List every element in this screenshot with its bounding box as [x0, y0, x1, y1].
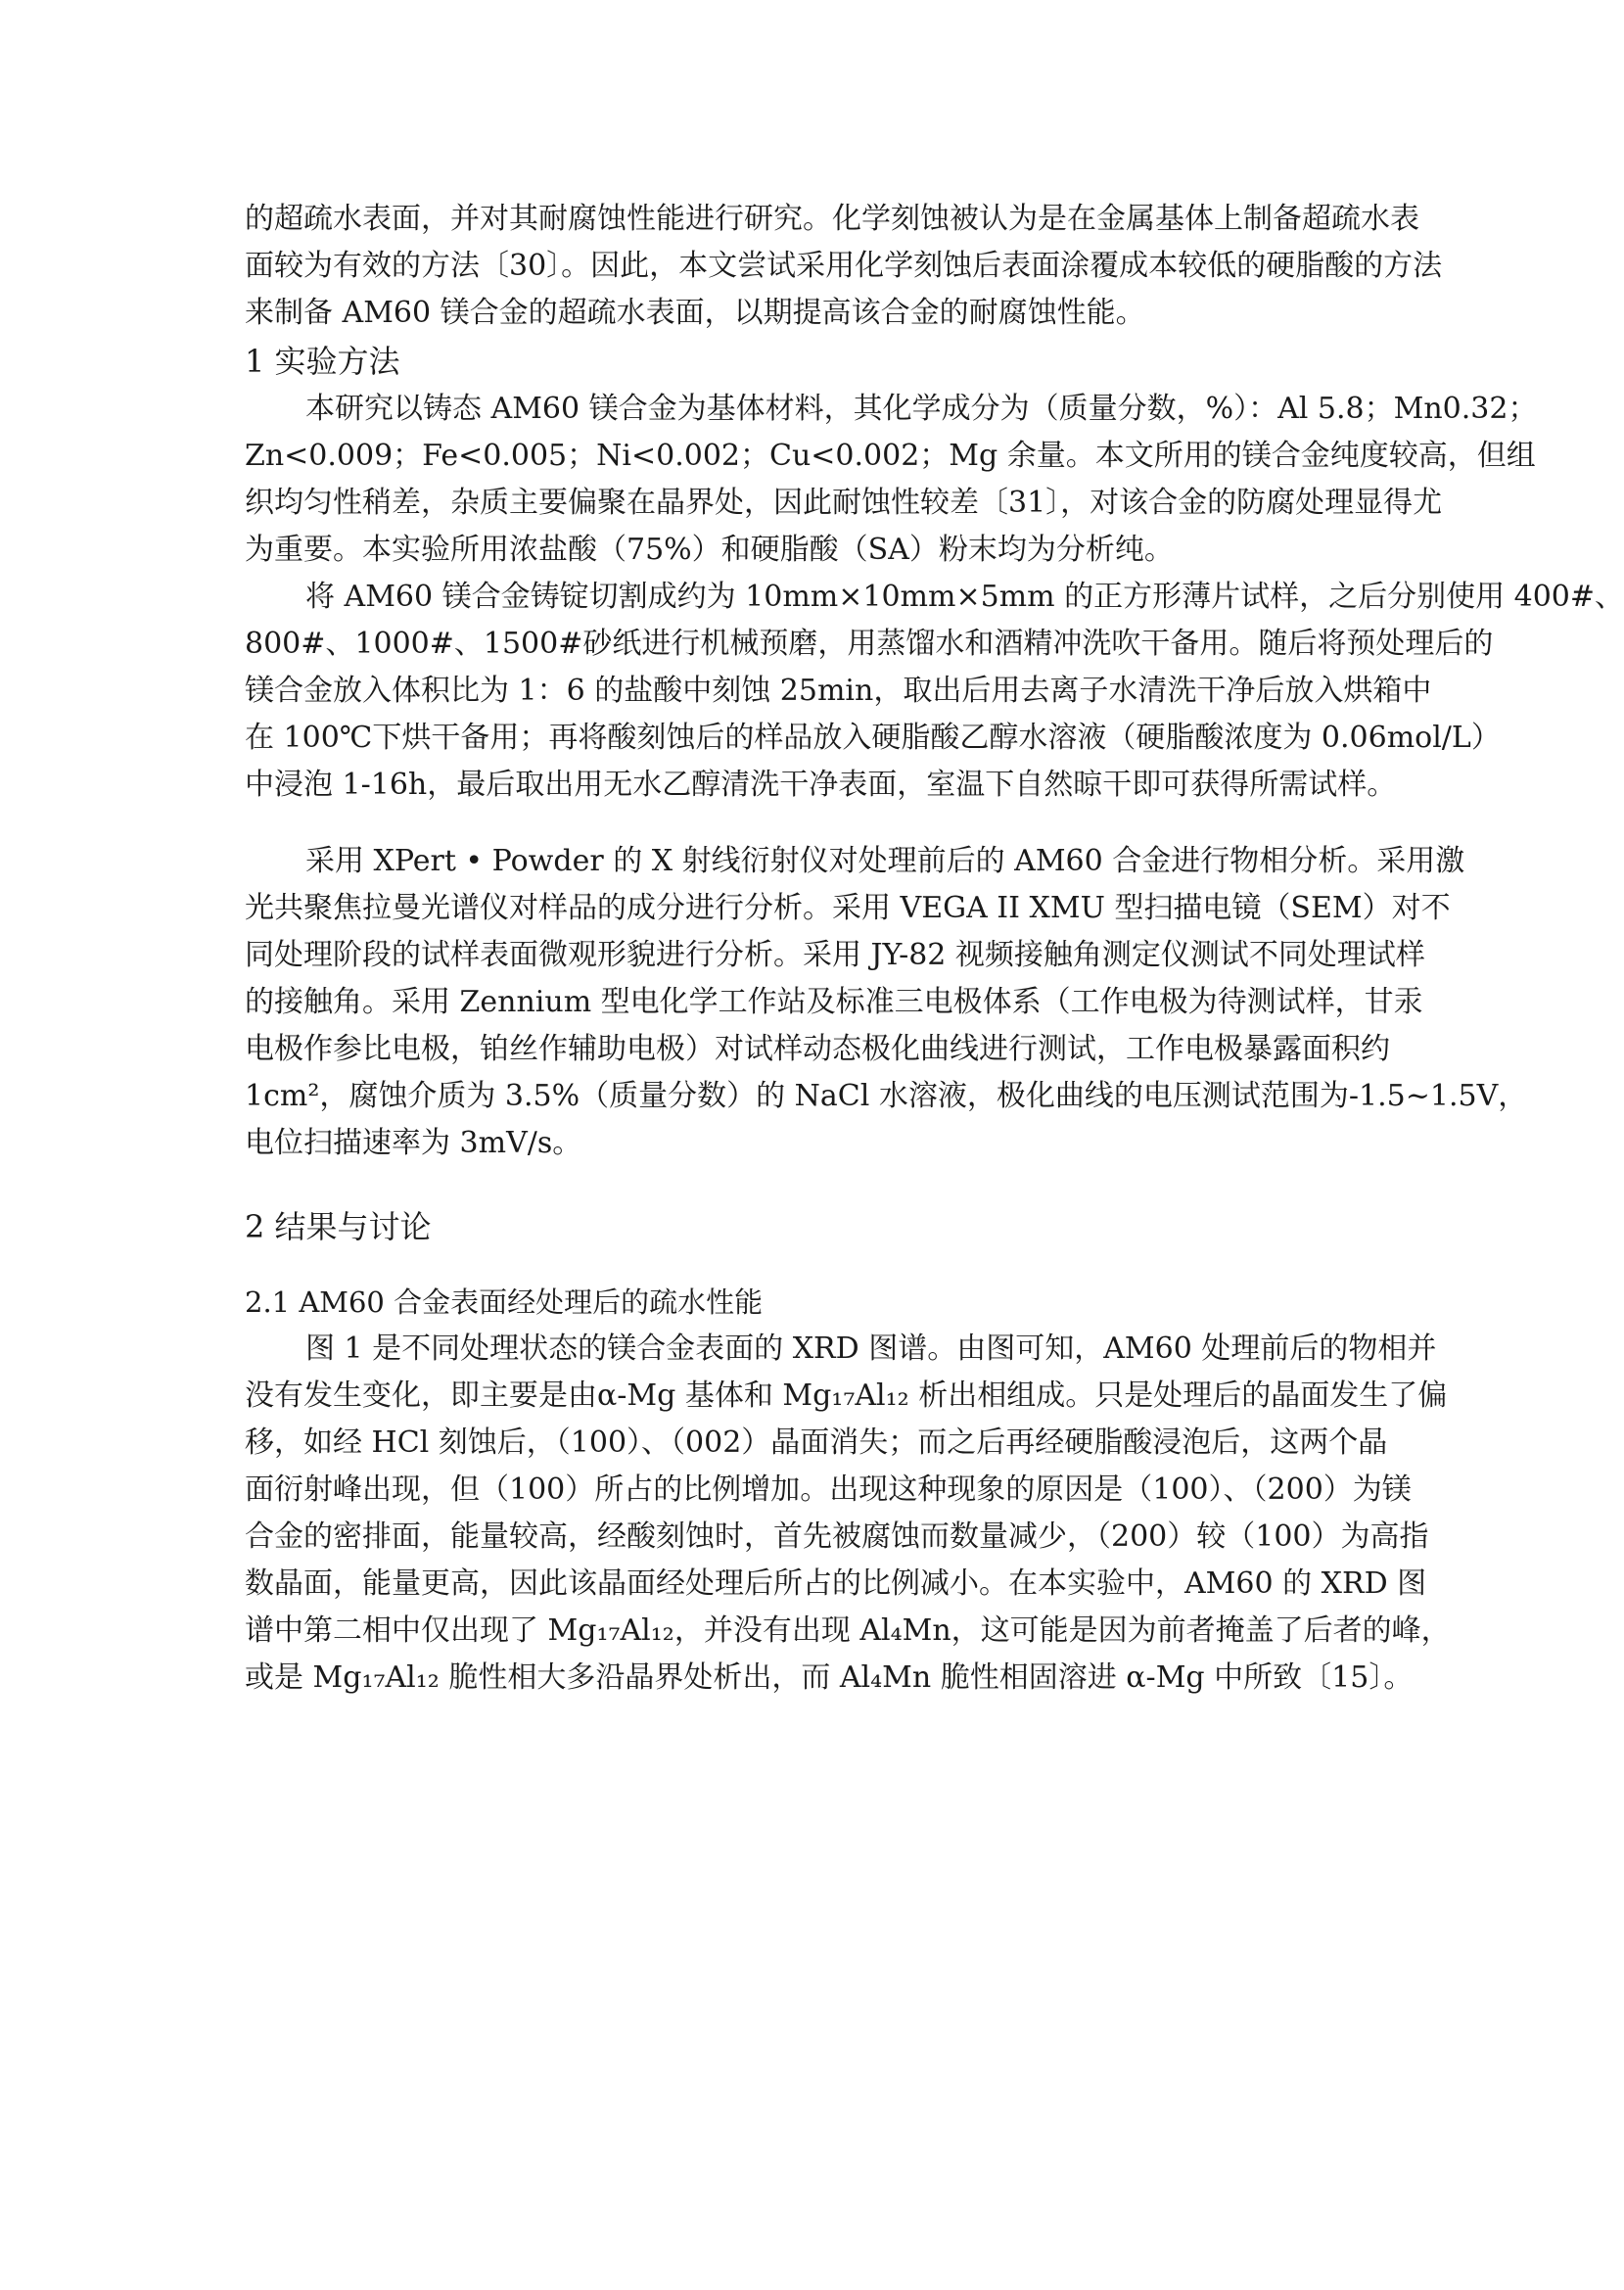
- paragraph-line: 数晶面，能量更高，因此该晶面经处理后所占的比例减小。在本实验中，AM60 的 XRD 图: [245, 1566, 1427, 1601]
- subsection-heading: 2.1 AM60 合金表面经处理后的疏水性能: [245, 1285, 764, 1319]
- section-gap: [245, 1251, 1384, 1279]
- paragraph-line: 来制备 AM60 镁合金的超疏水表面，以期提高该合金的耐腐蚀性能。: [245, 296, 1145, 330]
- paragraph-line: 电极作参比电极，铂丝作辅助电极）对试样动态极化曲线进行测试，工作电极暴露面积约: [245, 1032, 1390, 1066]
- paragraph-line: 或是 Mg₁₇Al₁₂ 脆性相大多沿晶界处析出，而 Al₄Mn 脆性相固溶进 α-Mg 中所致〔15〕。: [245, 1660, 1414, 1695]
- characterization-paragraph: [245, 838, 1528, 1167]
- paragraph-line: 为重要。本实验所用浓盐酸（75%）和硬脂酸（SA）粉末均为分析纯。: [245, 533, 1174, 567]
- xrd-paragraph: [245, 1326, 1451, 1702]
- paragraph-line: 的超疏水表面，并对其耐腐蚀性能进行研究。化学刻蚀被认为是在金属基体上制备超疏水表: [245, 202, 1419, 236]
- paragraph-line: 光共聚焦拉曼光谱仪对样品的成分进行分析。采用 VEGA II XMU 型扫描电镜（SEM）对不: [245, 891, 1451, 925]
- paragraph-line: 图 1 是不同处理状态的镁合金表面的 XRD 图谱。由图可知，AM60 处理前后的物相并: [305, 1332, 1437, 1366]
- paragraph-line: 合金的密排面，能量较高，经酸刻蚀时，首先被腐蚀而数量减少，（200）较（100）为高指: [245, 1519, 1429, 1554]
- intro-paragraph: [245, 196, 1443, 337]
- paragraph-line: Zn<0.009；Fe<0.005；Ni<0.002；Cu<0.002；Mg 余量。本文所用的镁合金纯度较高，但组: [245, 439, 1536, 473]
- paragraph-gap: [245, 809, 1384, 838]
- paragraph-line: 面较为有效的方法〔30〕。因此，本文尝试采用化学刻蚀后表面涂覆成本较低的硬脂酸的方法: [245, 249, 1443, 283]
- paragraph-line: 800#、1000#、1500#砂纸进行机械预磨，用蒸馏水和酒精冲洗吹干备用。随后将预处理后的: [245, 627, 1494, 661]
- material-paragraph: [245, 386, 1538, 574]
- paragraph-line: 将 AM60 镁合金铸锭切割成约为 10mm×10mm×5mm 的正方形薄片试样，之后分别使用 400#、: [305, 580, 1624, 614]
- paragraph-line: 中浸泡 1-16h，最后取出用无水乙醇清洗干净表面，室温下自然晾干即可获得所需试样。: [245, 768, 1397, 802]
- page-content: [245, 196, 1624, 1702]
- section-heading: 1 实验方法: [245, 343, 400, 380]
- paragraph-line: 镁合金放入体积比为 1：6 的盐酸中刻蚀 25min，取出后用去离子水清洗干净后放入烘箱中: [245, 674, 1432, 708]
- paragraph-line: 电位扫描速率为 3mV/s。: [245, 1126, 582, 1160]
- paragraph-line: 1cm²，腐蚀介质为 3.5%（质量分数）的 NaCl 水溶液，极化曲线的电压测试范围为-1.5~1.5V，: [245, 1079, 1528, 1113]
- paragraph-line: 同处理阶段的试样表面微观形貌进行分析。采用 JY-82 视频接触角测定仪测试不同处理试样: [245, 938, 1425, 972]
- paragraph-line: 移，如经 HCl 刻蚀后，（100）、（002）晶面消失；而之后再经硬脂酸浸泡后，这两个晶: [245, 1425, 1388, 1460]
- paragraph-line: 没有发生变化，即主要是由α-Mg 基体和 Mg₁₇Al₁₂ 析出相组成。只是处理后的晶面发生了偏: [245, 1379, 1448, 1413]
- paragraph-line: 谱中第二相中仅出现了 Mg₁₇Al₁₂，并没有出现 Al₄Mn，这可能是因为前者掩盖了后者的峰，: [245, 1613, 1451, 1648]
- paragraph-line: 本研究以铸态 AM60 镁合金为基体材料，其化学成分为（质量分数，%）：Al 5.8；Mn0.32；: [305, 392, 1538, 426]
- paragraph-line: 织均匀性稍差，杂质主要偏聚在晶界处，因此耐蚀性较差〔31〕，对该合金的防腐处理显得尤: [245, 486, 1443, 520]
- preparation-paragraph: [245, 574, 1624, 809]
- paragraph-line: 在 100℃下烘干备用；再将酸刻蚀后的样品放入硬脂酸乙醇水溶液（硬脂酸浓度为 0.06mol/L）: [245, 721, 1501, 755]
- paragraph-line: 采用 XPert • Powder 的 X 射线衍射仪对处理前后的 AM60 合金进行物相分析。采用激: [305, 844, 1465, 878]
- section-gap: [245, 1167, 1384, 1202]
- section-heading: 2 结果与讨论: [245, 1208, 432, 1245]
- paragraph-line: 面衍射峰出现，但（100）所占的比例增加。出现这种现象的原因是（100）、（200）为镁: [245, 1472, 1412, 1507]
- paragraph-line: 的接触角。采用 Zennium 型电化学工作站及标准三电极体系（工作电极为待测试样，甘汞: [245, 985, 1423, 1019]
